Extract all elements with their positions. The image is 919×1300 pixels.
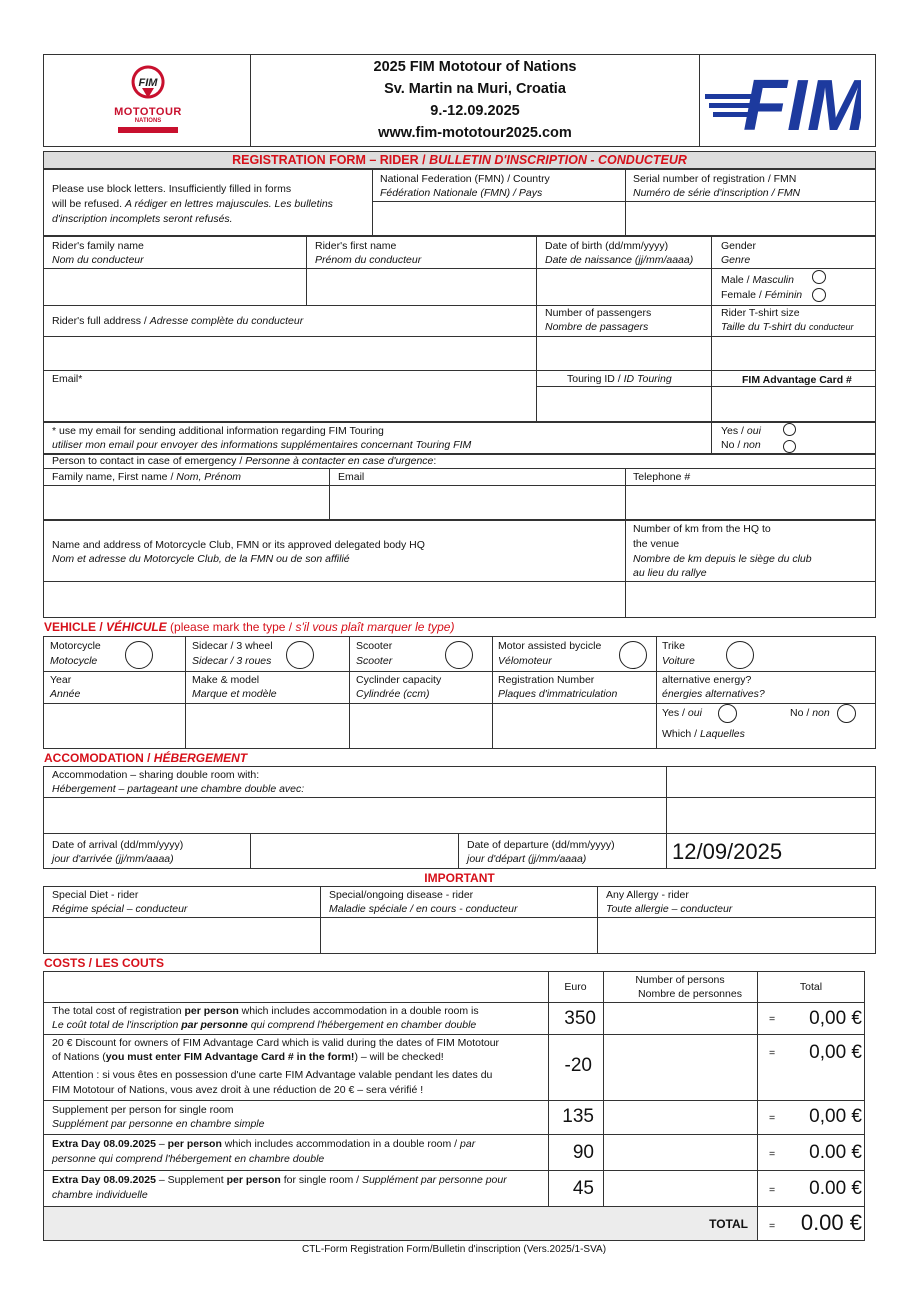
female-option-label: Female / Féminin: [721, 289, 803, 301]
diet-label: Special Diet - rider: [52, 889, 139, 901]
address-label: Rider's full address / Adresse complète du conducteur: [52, 315, 304, 327]
alt-energy-label-fr: énergies alternatives?: [662, 688, 765, 700]
important-title: IMPORTANT: [424, 871, 495, 885]
consent-no-radio[interactable]: [783, 440, 796, 453]
total-eq: =: [769, 1220, 776, 1232]
tshirt-input[interactable]: [712, 337, 876, 370]
cost-row-1-persons-input[interactable]: [604, 1003, 757, 1034]
km-input[interactable]: [626, 582, 876, 618]
cost-row-5-persons-input[interactable]: [604, 1171, 757, 1206]
cost-row-5-label-fr: chambre individuelle: [52, 1189, 148, 1201]
tshirt-label: Rider T-shirt size: [721, 307, 800, 319]
tshirt-label-fr: Taille du T-shirt du conducteur: [721, 321, 854, 333]
col-total: Total: [799, 981, 823, 993]
cost-row-4-persons-input[interactable]: [604, 1135, 757, 1170]
motorcycle-label: Motorcycle: [50, 640, 101, 652]
cylinder-input[interactable]: [350, 704, 492, 749]
motorcycle-radio[interactable]: [125, 641, 153, 669]
arrival-input[interactable]: [251, 834, 458, 869]
allergy-label: Any Allergy - rider: [606, 889, 689, 901]
event-title: 2025 FIM Mototour of Nations: [373, 59, 577, 75]
consent-no-label: No / non: [721, 439, 761, 451]
email-input[interactable]: [44, 386, 536, 422]
family-name-label-fr: Nom du conducteur: [52, 254, 144, 266]
disease-label-fr: Maladie spéciale / en cours - conducteur: [329, 903, 518, 915]
cylinder-label: Cyclinder capacity: [356, 674, 442, 686]
intro-line1: Please use block letters. Insufficiently filled in forms: [52, 183, 292, 195]
alt-no-radio[interactable]: [837, 704, 856, 723]
passengers-label-fr: Nombre de passagers: [545, 321, 649, 333]
passengers-label: Number of passengers: [545, 307, 652, 319]
cost-row-2-line2: of Nations (you must enter FIM Advantage Card # in the form!) – will be checked!: [52, 1051, 444, 1063]
svg-text:FIM: FIM: [138, 77, 158, 89]
club-input[interactable]: [44, 582, 625, 618]
cost-row-1-euro: 350: [564, 1008, 596, 1029]
first-name-input[interactable]: [307, 269, 536, 305]
email-label: Email*: [52, 373, 83, 385]
cost-row-2-line1: 20 € Discount for owners of FIM Advantage Card which is valid during the dates of FIM Mototour: [52, 1037, 500, 1049]
scooter-label: Scooter: [356, 640, 393, 652]
disease-label: Special/ongoing disease - rider: [329, 889, 474, 901]
which-label: Which / Laquelles: [662, 728, 745, 740]
gender-label: Gender: [721, 240, 757, 252]
km-label-2: the venue: [633, 538, 680, 550]
arrival-label: Date of arrival (dd/mm/yyyy): [52, 839, 184, 851]
logo-text: MOTOTOUR: [114, 106, 182, 118]
vehicle-section-title: VEHICLE / VÉHICULE (please mark the type / s'il vous plaît marquer le type): [44, 620, 455, 634]
cost-row-4-label-fr: personne qui comprend l'hébergement en chambre double: [52, 1153, 325, 1165]
total-label: TOTAL: [709, 1217, 748, 1231]
cost-row-2-euro: -20: [564, 1055, 592, 1076]
cost-row-5-total: 0.00 €: [809, 1178, 862, 1199]
disease-input[interactable]: [321, 918, 597, 954]
share-room-label-fr: Hébergement – partageant une chambre double avec:: [52, 783, 305, 795]
cost-row-1-total: 0,00 €: [809, 1008, 862, 1029]
touring-id-label: Touring ID / ID Touring: [567, 373, 672, 385]
diet-input[interactable]: [44, 918, 320, 954]
cost-row-4-eq: =: [769, 1148, 776, 1160]
passengers-input[interactable]: [537, 337, 711, 370]
make-input[interactable]: [186, 704, 349, 749]
cost-row-1-label: The total cost of registration per person which includes accommodation in a double room is: [52, 1005, 479, 1017]
diet-label-fr: Régime spécial – conducteur: [52, 903, 188, 915]
trike-label-fr: Voiture: [662, 655, 695, 667]
col-persons: Number of persons: [635, 974, 725, 986]
first-name-label-fr: Prénom du conducteur: [315, 254, 422, 266]
cost-row-3-label: Supplement per person for single room: [52, 1104, 234, 1116]
motorcycle-label-fr: Motocycle: [50, 655, 98, 667]
departure-label: Date of departure (dd/mm/yyyy): [467, 839, 615, 851]
intro-line2: will be refused. A rédiger en lettres majuscules. Les bulletins: [52, 198, 333, 210]
serial-label-fr: Numéro de série d'inscription / FMN: [633, 187, 801, 199]
total-row-bg: [44, 1207, 757, 1240]
cost-row-5-eq: =: [769, 1184, 776, 1196]
moped-label: Motor assisted bycicle: [498, 640, 602, 652]
cost-row-3-euro: 135: [562, 1106, 594, 1127]
make-label: Make & model: [192, 674, 260, 686]
sidecar-label: Sidecar / 3 wheel: [192, 640, 273, 652]
cost-row-3-eq: =: [769, 1112, 776, 1124]
year-label: Year: [50, 674, 72, 686]
emergency-title: Person to contact in case of emergency / Personne à contacter en case d'urgence:: [52, 455, 437, 467]
consent-yes-label: Yes / oui: [721, 425, 761, 437]
fmn-label: National Federation (FMN) / Country: [380, 173, 550, 185]
event-dates: 9.-12.09.2025: [430, 103, 520, 119]
club-label-fr: Nom et adresse du Motorcycle Club, de la FMN ou de son affilié: [52, 553, 350, 565]
cost-row-2-total: 0,00 €: [809, 1042, 862, 1063]
advantage-card-input[interactable]: [712, 387, 876, 422]
costs-section-title: COSTS / LES COUTS: [44, 956, 165, 970]
registration-label: Registration Number: [498, 674, 595, 686]
emergency-email-input[interactable]: [330, 486, 625, 520]
event-website[interactable]: www.fim-mototour2025.com: [378, 125, 572, 141]
form-title: REGISTRATION FORM – RIDER / BULLETIN D'INSCRIPTION - CONDUCTEUR: [232, 153, 687, 167]
year-label-fr: Année: [50, 688, 81, 700]
alt-yes-radio[interactable]: [718, 704, 737, 723]
dob-input[interactable]: [537, 269, 711, 305]
intro-line3: d'inscription incomplets seront refusés.: [52, 213, 233, 225]
female-radio[interactable]: [812, 288, 826, 302]
emergency-phone-label: Telephone #: [633, 471, 691, 483]
scooter-radio[interactable]: [445, 641, 473, 669]
cost-row-2-line4: FIM Mototour of Nations, vous avez droit à une réduction de 20 € – sera vérifié !: [52, 1084, 424, 1096]
cost-row-5-label: Extra Day 08.09.2025 – Supplement per person for single room / Supplément par personne pour: [52, 1174, 507, 1186]
col-euro: Euro: [564, 981, 587, 993]
family-name-label: Rider's family name: [52, 240, 144, 252]
advantage-card-label: FIM Advantage Card #: [742, 374, 852, 386]
arrival-label-fr: jour d'arrivée (jj/mm/aaaa): [52, 853, 174, 865]
trike-label: Trike: [662, 640, 685, 652]
gender-label-fr: Genre: [721, 254, 751, 266]
year-input[interactable]: [44, 704, 185, 749]
footer-text: CTL-Form Registration Form/Bulletin d'inscription (Vers.2025/1-SVA): [301, 1244, 607, 1255]
event-location: Sv. Martin na Muri, Croatia: [384, 81, 566, 97]
sidecar-label-fr: Sidecar / 3 roues: [192, 655, 272, 667]
dob-label-fr: Date de naissance (jj/mm/aaaa): [545, 254, 694, 266]
fim-logo: [705, 70, 861, 134]
cost-row-3-label-fr: Supplément par personne en chambre simple: [52, 1118, 265, 1130]
total-value: 0.00 €: [800, 1210, 862, 1235]
family-name-input[interactable]: [44, 269, 306, 305]
consent-yes-radio[interactable]: [783, 423, 796, 436]
cost-row-5-euro: 45: [572, 1178, 594, 1199]
cost-row-2-eq: =: [769, 1047, 776, 1059]
moped-label-fr: Vélomoteur: [498, 655, 552, 667]
km-label-1: Number of km from the HQ to: [633, 523, 771, 535]
address-input[interactable]: [44, 337, 536, 370]
consent-label-fr: utiliser mon email pour envoyer des informations supplémentaires concernant Touring FIM: [52, 439, 472, 451]
accommodation-section-title: ACCOMODATION / HÉBERGEMENT: [44, 751, 248, 765]
emergency-phone-input[interactable]: [626, 486, 876, 520]
alt-no-label: No / non: [790, 707, 830, 719]
sidecar-radio[interactable]: [286, 641, 314, 669]
serial-input[interactable]: [626, 202, 876, 236]
emergency-email-label: Email: [338, 471, 365, 483]
cost-row-4-label: Extra Day 08.09.2025 – per person which includes accommodation in a double room / par: [52, 1138, 476, 1150]
logo-subtext: NATIONS: [134, 118, 162, 124]
dob-label: Date of birth (dd/mm/yyyy): [545, 240, 669, 252]
cost-row-1-label-fr: Le coût total de l'inscription par personne qui comprend l'hébergement en chamber double: [52, 1019, 477, 1031]
make-label-fr: Marque et modèle: [192, 688, 277, 700]
alt-yes-label: Yes / oui: [662, 707, 702, 719]
cost-row-1-eq: =: [769, 1013, 776, 1025]
trike-radio[interactable]: [726, 641, 754, 669]
cost-row-3-persons-input[interactable]: [604, 1101, 757, 1134]
allergy-input[interactable]: [598, 918, 876, 954]
consent-label: * use my email for sending additional information regarding FIM Touring: [52, 425, 384, 437]
mototour-logo: [112, 64, 184, 138]
emergency-name-input[interactable]: [44, 486, 329, 520]
cost-row-2-persons-input[interactable]: [604, 1035, 757, 1100]
departure-label-fr: jour d'départ (jj/mm/aaaa): [467, 853, 587, 865]
registration-label-fr: Plaques d'immatriculation: [498, 688, 618, 700]
km-label-fr-1: Nombre de km depuis le siège du club: [633, 553, 812, 565]
registration-input[interactable]: [493, 704, 656, 749]
cost-row-3-total: 0,00 €: [809, 1106, 862, 1127]
cost-row-4-euro: 90: [572, 1142, 594, 1163]
cylinder-label-fr: Cylindrée (ccm): [356, 688, 430, 700]
first-name-label: Rider's first name: [315, 240, 397, 252]
svg-text:FIM: FIM: [743, 70, 861, 134]
cost-row-2-line3: Attention : si vous êtes en possession d'une carte FIM Advantage valable pendant les dates du: [52, 1069, 493, 1081]
emergency-name-label: Family name, First name / Nom, Prénom: [52, 471, 242, 483]
alt-energy-label: alternative energy?: [662, 674, 752, 686]
departure-input[interactable]: 12/09/2025: [672, 839, 783, 864]
male-radio[interactable]: [812, 270, 826, 284]
male-option-label: Male / Masculin: [721, 274, 794, 286]
serial-label: Serial number of registration / FMN: [633, 173, 797, 185]
allergy-label-fr: Toute allergie – conducteur: [606, 903, 733, 915]
col-persons-fr: Nombre de personnes: [638, 988, 742, 1000]
touring-id-input[interactable]: [537, 387, 711, 422]
moped-radio[interactable]: [619, 641, 647, 669]
share-room-label: Accommodation – sharing double room with:: [52, 769, 260, 781]
share-room-input[interactable]: [44, 798, 876, 833]
fmn-label-fr: Fédération Nationale (FMN) / Pays: [380, 187, 543, 199]
km-label-fr-2: au lieu du rallye: [633, 567, 707, 579]
fmn-input[interactable]: [373, 202, 625, 236]
club-label: Name and address of Motorcycle Club, FMN or its approved delegated body HQ: [52, 539, 425, 551]
scooter-label-fr: Scooter: [356, 655, 393, 667]
cost-row-4-total: 0.00 €: [809, 1142, 862, 1163]
